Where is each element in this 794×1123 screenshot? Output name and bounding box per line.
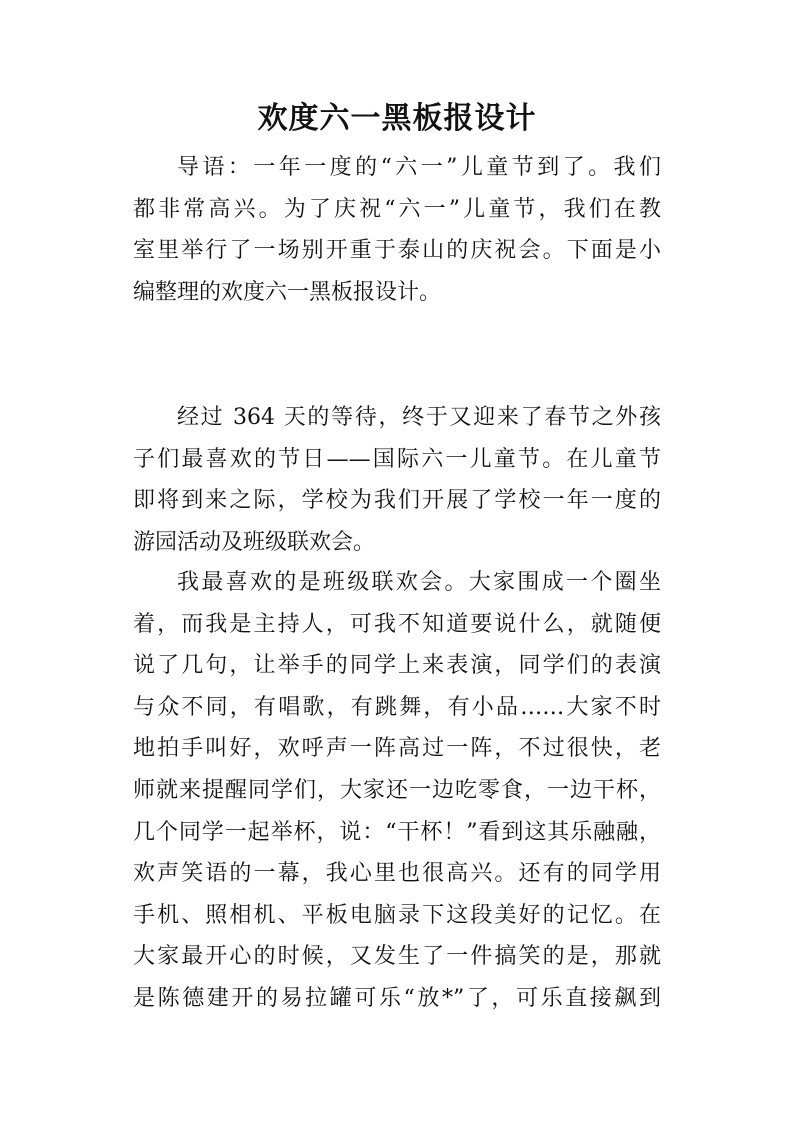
paragraph-line: 说了几句，让举手的同学上来表演，同学们的表演 — [133, 653, 661, 679]
paragraph-line: 手机、照相机、平板电脑录下这段美好的记忆。在 — [133, 902, 661, 928]
paragraph-line: 我最喜欢的是班级联欢会。大家围成一个圈坐 — [177, 570, 661, 595]
paragraph-line: 编整理的欢度六一黑板报设计。 — [133, 279, 442, 305]
paragraph-line: 都非常高兴。为了庆祝“六一”儿童节，我们在教 — [133, 196, 661, 222]
paragraph-line: 子们最喜欢的节日——国际六一儿童节。在儿童节 — [133, 446, 661, 472]
body-paragraph-1 — [133, 397, 661, 563]
paragraph-line: 欢声笑语的一幕，我心里也很高兴。还有的同学用 — [133, 861, 661, 887]
paragraph-line: 师就来提醒同学们，大家还一边吃零食，一边干杯， — [133, 777, 661, 803]
intro-paragraph — [133, 147, 661, 313]
paragraph-line: 是陈德建开的易拉罐可乐“放*”了，可乐直接飙到 — [133, 985, 661, 1011]
document-title: 欢度六一黑板报设计 — [257, 101, 537, 136]
paragraph-line: 游园活动及班级联欢会。 — [133, 529, 376, 555]
paragraph-line: 地拍手叫好，欢呼声一阵高过一阵，不过很快，老 — [133, 736, 661, 762]
paragraph-line: 经过 364 天的等待，终于又迎来了春节之外孩 — [177, 405, 661, 430]
paragraph-line: 大家最开心的时候，又发生了一件搞笑的是，那就 — [133, 944, 661, 970]
paragraph-line: 室里举行了一场别开重于泰山的庆祝会。下面是小 — [133, 238, 661, 264]
paragraph-line: 与众不同，有唱歌，有跳舞，有小品……大家不时 — [133, 694, 661, 720]
paragraph-line: 着，而我是主持人，可我不知道要说什么，就随便 — [133, 611, 661, 637]
paragraph-line: 即将到来之际，学校为我们开展了学校一年一度的 — [133, 488, 661, 514]
body-paragraph-2 — [133, 562, 661, 1020]
paragraph-line: 导语：一年一度的“六一”儿童节到了。我们 — [177, 155, 661, 180]
paragraph-line: 几个同学一起举杯，说：“干杯！”看到这其乐融融， — [133, 819, 661, 845]
